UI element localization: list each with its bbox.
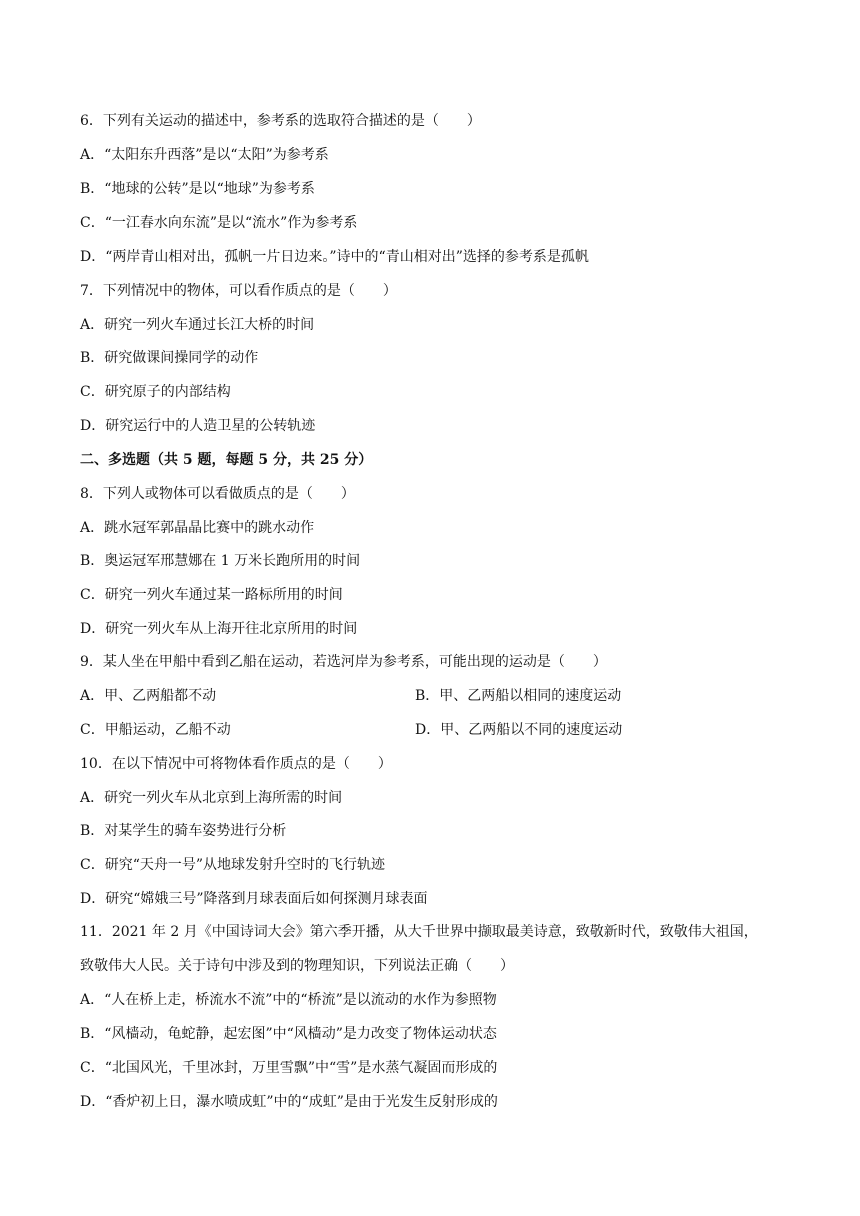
question-6-stem: 6．下列有关运动的描述中，参考系的选取符合描述的是（ ）	[80, 113, 481, 129]
question-7-option-d: D．研究运行中的人造卫星的公转轨迹	[80, 418, 316, 434]
question-7-option-c: C．研究原子的内部结构	[80, 384, 231, 400]
question-7-option-b: B．研究做课间操同学的动作	[80, 350, 259, 366]
question-7-stem: 7．下列情况中的物体，可以看作质点的是（ ）	[80, 283, 397, 299]
question-7-option-a: A．研究一列火车通过长江大桥的时间	[80, 317, 315, 333]
question-11-option-a: A．“人在桥上走，桥流水不流”中的“桥流”是以流动的水作为参照物	[80, 992, 497, 1008]
question-11-option-c: C．“北国风光，千里冰封，万里雪飘”中“雪”是水蒸气凝固而形成的	[80, 1060, 498, 1076]
question-8-option-b: B．奥运冠军邢慧娜在 1 万米长跑所用的时间	[80, 553, 361, 569]
question-11-option-b: B．“风樯动，龟蛇静，起宏图”中“风樯动”是力改变了物体运动状态	[80, 1026, 497, 1042]
question-6-option-d: D．“两岸青山相对出，孤帆一片日边来。”诗中的“青山相对出”选择的参考系是孤帆	[80, 249, 589, 265]
question-8-option-d: D．研究一列火车从上海开往北京所用的时间	[80, 621, 358, 637]
question-10-option-a: A．研究一列火车从北京到上海所需的时间	[80, 790, 343, 806]
question-9-option-a: A．甲、乙两船都不动	[80, 688, 217, 704]
question-9-option-d: D．甲、乙两船以不同的速度运动	[415, 722, 623, 738]
question-9-option-c: C．甲船运动，乙船不动	[80, 722, 231, 738]
question-6-option-a: A．“太阳东升西落”是以“太阳”为参考系	[80, 147, 329, 163]
question-8-stem: 8．下列人或物体可以看做质点的是（ ）	[80, 486, 355, 502]
question-10-stem: 10．在以下情况中可将物体看作质点的是（ ）	[80, 756, 392, 772]
question-10-option-c: C．研究“天舟一号”从地球发射升空时的飞行轨迹	[80, 857, 386, 873]
question-6-option-b: B．“地球的公转”是以“地球”为参考系	[80, 181, 315, 197]
question-6-option-c: C．“一江春水向东流”是以“流水”作为参考系	[80, 215, 358, 231]
question-8-option-c: C．研究一列火车通过某一路标所用的时间	[80, 587, 343, 603]
question-8-option-a: A．跳水冠军郭晶晶比赛中的跳水动作	[80, 520, 315, 536]
question-9-stem: 9．某人坐在甲船中看到乙船在运动，若选河岸为参考系，可能出现的运动是（ ）	[80, 654, 607, 670]
question-11-stem-line-2: 致敬伟大人民。关于诗句中涉及到的物理知识，下列说法正确（ ）	[80, 958, 514, 974]
section-heading-multiple-choice: 二、多选题（共 5 题，每题 5 分，共 25 分）	[80, 452, 373, 468]
question-10-option-d: D．研究“嫦娥三号”降落到月球表面后如何探测月球表面	[80, 891, 428, 907]
question-11-stem-line-1: 11．2021 年 2 月《中国诗词大会》第六季开播，从大千世界中撷取最美诗意，致敬新时代，致敬伟大祖国，	[80, 924, 758, 940]
question-9-option-b: B．甲、乙两船以相同的速度运动	[415, 688, 622, 704]
question-11-option-d: D．“香炉初上日，瀑水喷成虹”中的“成虹”是由于光发生反射形成的	[80, 1094, 498, 1110]
question-10-option-b: B．对某学生的骑车姿势进行分析	[80, 823, 287, 839]
